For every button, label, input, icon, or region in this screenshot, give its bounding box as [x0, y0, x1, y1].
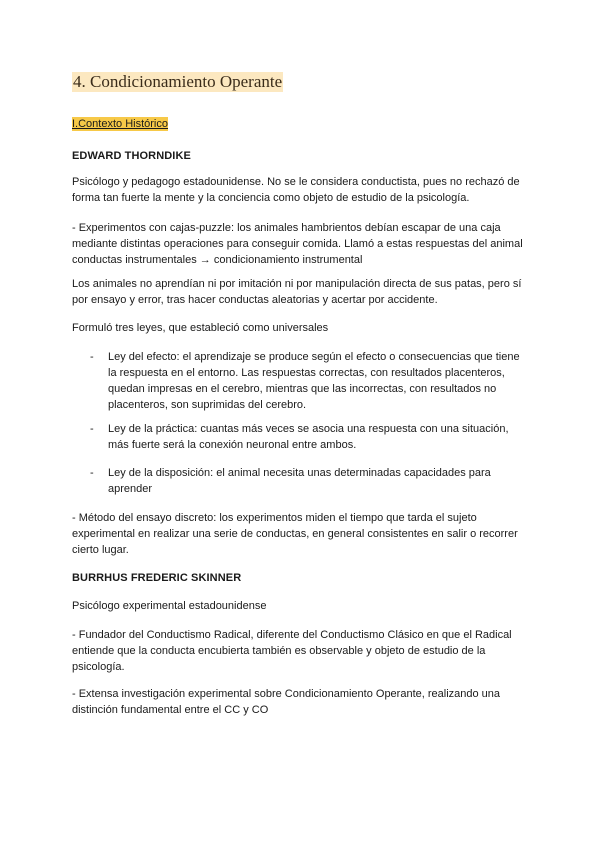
law-1-text: Ley del efecto: el aprendizaje se produce según el efecto o consecuencias que tiene la respuesta en el entorno. Las respuestas correctas, con resultados placenteros, quedan impresas en el cerebro, mientras que las incorrectas, con resultados no placenteros, son suprimidas del cerebro.: [108, 351, 520, 411]
law-2-text: Ley de la práctica: cuantas más veces se asocia una respuesta con una situación, más fuerte será la conexión neuronal entre ambos.: [108, 423, 509, 451]
subsection-heading: I.Contexto Histórico: [72, 118, 168, 130]
list-dash: -: [90, 423, 94, 435]
thorndike-paragraph-4: Formuló tres leyes, que estableció como universales: [72, 322, 329, 334]
list-dash: -: [90, 351, 94, 363]
skinner-paragraph-1: Psicólogo experimental estadounidense: [72, 600, 267, 612]
skinner-paragraph-3: - Extensa investigación experimental sobre Condicionamiento Operante, realizando una distinción fundamental entre el CC y CO: [72, 688, 501, 716]
skinner-heading: BURRHUS FREDERIC SKINNER: [72, 572, 242, 584]
skinner-paragraph-2: - Fundador del Conductismo Radical, diferente del Conductismo Clásico en que el Radical entiende que la conducta encubierta también es observable y objeto de estudio de la psicología.: [72, 629, 512, 673]
list-dash: -: [90, 467, 94, 479]
section-title: 4. Condicionamiento Operante: [73, 72, 283, 91]
thorndike-paragraph-1: Psicólogo y pedagogo estadounidense. No se le considera conductista, pues no rechazó de forma tan fuerte la mente y la conciencia como objeto de estudio de la psicología.: [72, 176, 520, 204]
thorndike-paragraph-5: - Método del ensayo discreto: los experimentos miden el tiempo que tarda el sujeto experimental en realizar una serie de conductas, en general consistentes en salir o recorrer cierto lugar.: [72, 512, 518, 556]
thorndike-paragraph-2: - Experimentos con cajas-puzzle: los animales hambrientos debían escapar de una caja mediante distintas operaciones para conseguir comida. Llamó a estas respuestas del animal conductas instrumentales → condicionamiento instrumental: [72, 222, 523, 266]
law-3-text: Ley de la disposición: el animal necesita unas determinadas capacidades para aprender: [108, 467, 491, 495]
thorndike-paragraph-3: Los animales no aprendían ni por imitación ni por manipulación directa de sus patas, pero sí por ensayo y error, tras hacer conductas aleatorias y acertar por accidente.: [72, 278, 522, 306]
thorndike-heading: EDWARD THORNDIKE: [72, 150, 191, 162]
